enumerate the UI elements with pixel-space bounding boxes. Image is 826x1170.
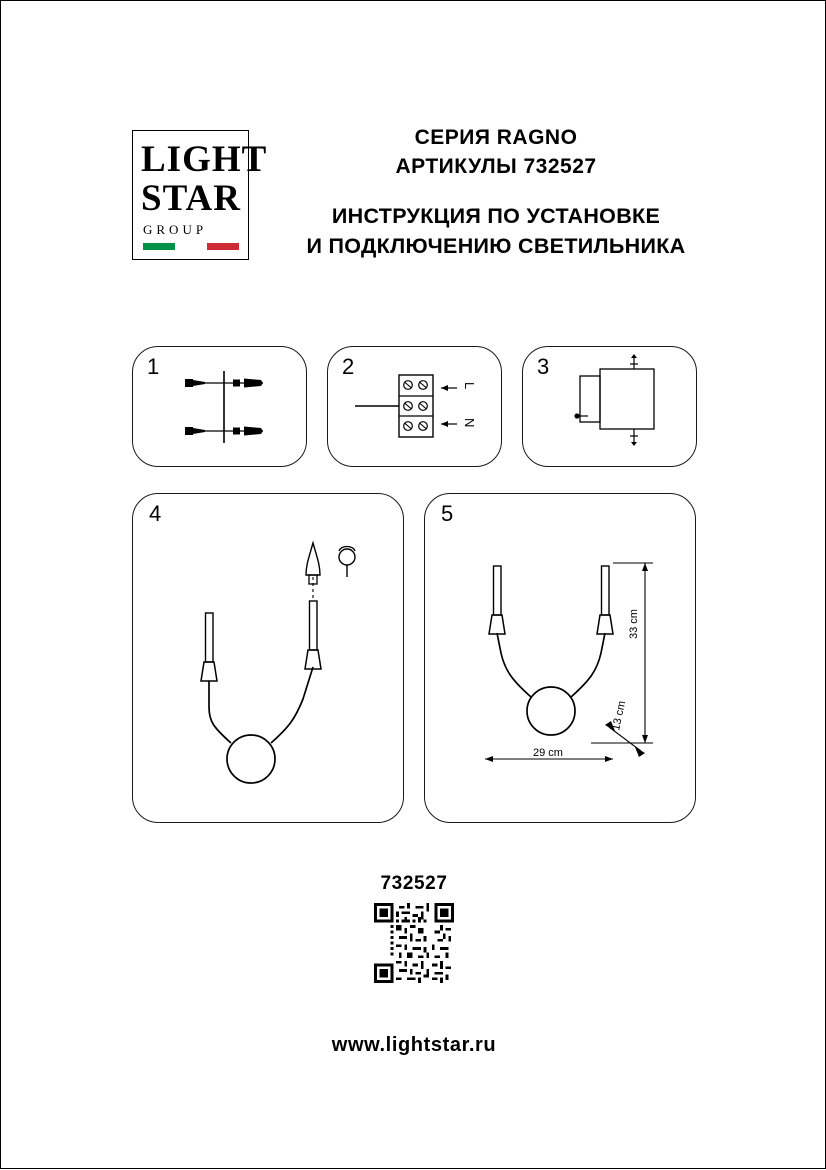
step-3-diagram <box>566 354 676 460</box>
terminal-label-L: L <box>462 382 477 390</box>
step-number-4: 4 <box>149 501 162 526</box>
instruction-title-line1: ИНСТРУКЦИЯ ПО УСТАНОВКЕ <box>331 204 661 228</box>
step-number-3: 3 <box>537 354 550 379</box>
step-number-1: 1 <box>147 354 160 379</box>
step-number-2: 2 <box>342 354 355 379</box>
dimension-height-label: 33 cm <box>628 609 640 639</box>
dimension-depth-label: 13 cm <box>610 699 629 732</box>
step-2-diagram <box>353 358 483 458</box>
instruction-title-line2: И ПОДКЛЮЧЕНИЮ СВЕТИЛЬНИКА <box>306 234 686 258</box>
step-5-diagram <box>441 521 691 811</box>
logo-text-light: LIGHT <box>141 139 268 180</box>
steps-container <box>1 1 826 1170</box>
terminal-label-N: N <box>462 418 477 428</box>
website-url: www.lightstar.ru <box>331 1034 497 1056</box>
logo-text-group: GROUP <box>143 222 208 237</box>
step-number-5: 5 <box>441 501 454 526</box>
step-1-diagram <box>171 359 291 455</box>
articles-title: АРТИКУЛЫ 732527 <box>395 155 597 178</box>
step-4-diagram <box>161 521 391 811</box>
dimension-width-label: 29 cm <box>533 747 563 759</box>
article-code: 732527 <box>380 873 448 894</box>
series-title: СЕРИЯ RAGNO <box>414 126 578 149</box>
qr-code <box>374 903 454 983</box>
logo-text-star: STAR <box>141 178 241 219</box>
